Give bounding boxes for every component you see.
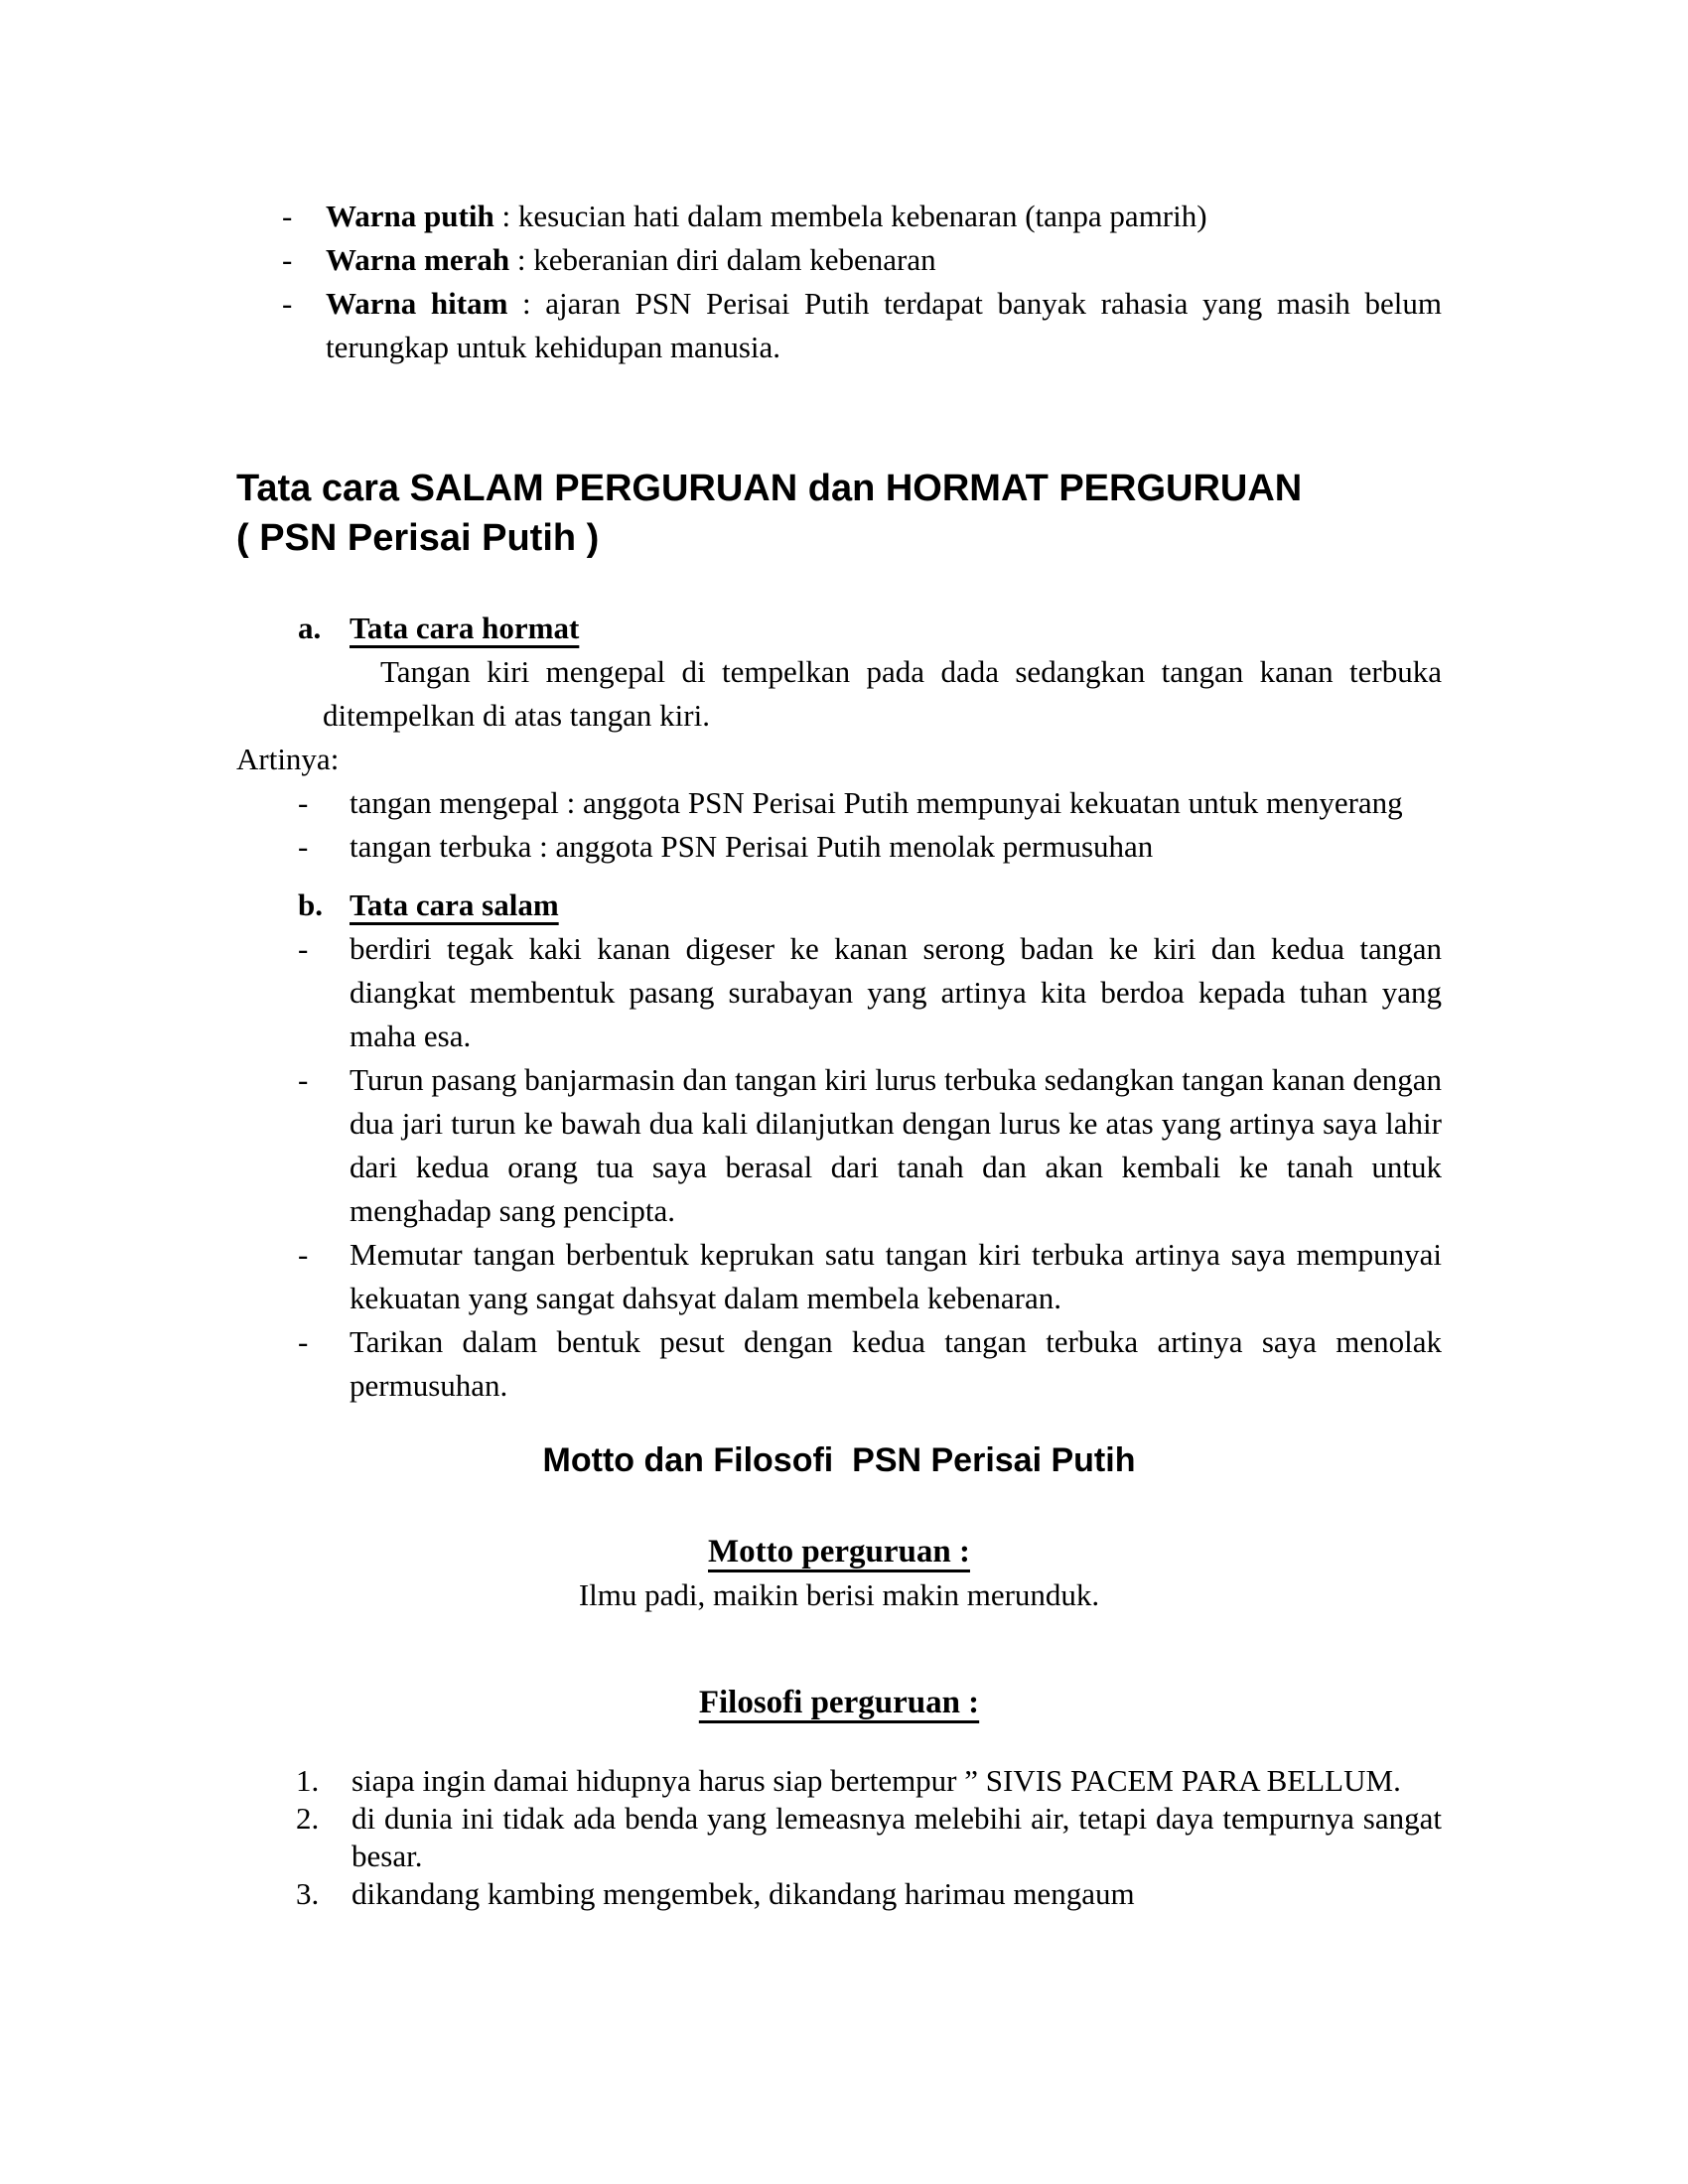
color-term: Warna merah [326,242,510,277]
section-tata-cara-hormat [236,607,1442,869]
list-item [236,195,1442,238]
motto-heading-text: Motto perguruan : [708,1534,970,1570]
list-item-text: tangan terbuka : anggota PSN Perisai Putih menolak permusuhan [350,829,1154,864]
bullet-dash: - [298,1324,309,1359]
motto-heading [236,1530,1442,1573]
bullet-dash: - [282,242,293,277]
filosofi-heading-text: Filosofi perguruan : [698,1685,980,1720]
list-item-text: di dunia ini tidak ada benda yang lemeasnya melebihi air, tetapi daya tempurnya sangat besar. [352,1801,1442,1873]
list-item-text: dikandang kambing mengembek, dikandang harimau mengaum [352,1876,1135,1911]
color-meaning: : kesucian hati dalam membela kebenaran (tanpa pamrih) [493,199,1207,233]
colors-list [236,195,1442,369]
list-item [236,1800,1442,1875]
page-title-line1: Tata cara SALAM PERGURUAN dan HORMAT PERGURUAN [236,468,1303,509]
list-number: 3. [296,1876,320,1911]
color-meaning: : keberanian diri dalam kebenaran [509,242,936,277]
color-meaning: : ajaran PSN Perisai Putih terdapat banyak rahasia yang masih belum terungkap untuk kehidupan manusia. [326,286,1443,364]
list-item [236,1762,1442,1800]
page-title-line2: ( PSN Perisai Putih ) [236,517,600,559]
list-item-text: Tarikan dalam bentuk pesut dengan kedua tangan terbuka artinya saya menolak permusuhan. [350,1324,1442,1403]
list-item-text: tangan mengepal : anggota PSN Perisai Putih mempunyai kekuatan untuk menyerang [350,785,1403,820]
list-item [236,781,1442,825]
color-term: Warna hitam [326,286,508,321]
color-term: Warna putih [326,199,494,233]
section-tata-cara-salam [236,884,1442,1408]
bullet-dash: - [282,286,293,321]
bullet-dash: - [298,1062,309,1097]
list-item-text: Turun pasang banjarmasin dan tangan kiri lurus terbuka sedangkan tangan kanan dengan dua jari turun ke bawah dua kali dilanjutkan dengan lurus ke atas yang artinya saya lahir dari kedua orang tua saya berasal dari tanah dan akan kembali ke tanah untuk menghadap sang pencipta. [350,1062,1442,1228]
list-number: 1. [296,1763,320,1798]
page-title [236,464,1442,563]
section-title: Tata cara salam [350,887,559,922]
list-number: 2. [296,1801,320,1836]
meaning-label: Artinya: [236,742,340,776]
section-letter: a. [298,611,322,645]
list-item [236,825,1442,869]
bullet-dash: - [298,931,309,966]
section-header [236,607,1442,650]
list-item-text: berdiri tegak kaki kanan digeser ke kanan serong badan ke kiri dan kedua tangan diangkat membentuk pasang surabayan yang artinya kita berdoa kepada tuhan yang maha esa. [350,931,1442,1053]
bullet-dash: - [282,199,293,233]
list-item [236,1058,1442,1233]
list-item [236,1875,1442,1913]
list-item [236,1233,1442,1320]
bullet-dash: - [298,1237,309,1272]
section-title: Tata cara hormat [350,611,580,645]
list-item [236,238,1442,282]
section-header [236,884,1442,927]
list-item [236,1320,1442,1408]
list-item [236,927,1442,1058]
bullet-dash: - [298,829,309,864]
list-item-text: siapa ingin damai hidupnya harus siap bertempur ” SIVIS PACEM PARA BELLUM. [352,1763,1401,1798]
bullet-dash: - [298,785,309,820]
motto-filosofi-section [236,1436,1442,1913]
filosofi-heading [236,1681,1442,1724]
motto-section-title: Motto dan Filosofi PSN Perisai Putih [542,1441,1136,1479]
list-item-text: Memutar tangan berbentuk keprukan satu tangan kiri terbuka artinya saya mempunyai kekuatan yang sangat dahsyat dalam membela kebenaran. [350,1237,1442,1315]
section-letter: b. [298,887,323,922]
section-paragraph: Tangan kiri mengepal di tempelkan pada dada sedangkan tangan kanan terbuka ditempelkan di atas tangan kiri. [323,654,1442,733]
motto-text: Ilmu padi, maikin berisi makin merunduk. [578,1577,1100,1612]
list-item [236,282,1442,369]
filosofi-list [236,1762,1442,1913]
